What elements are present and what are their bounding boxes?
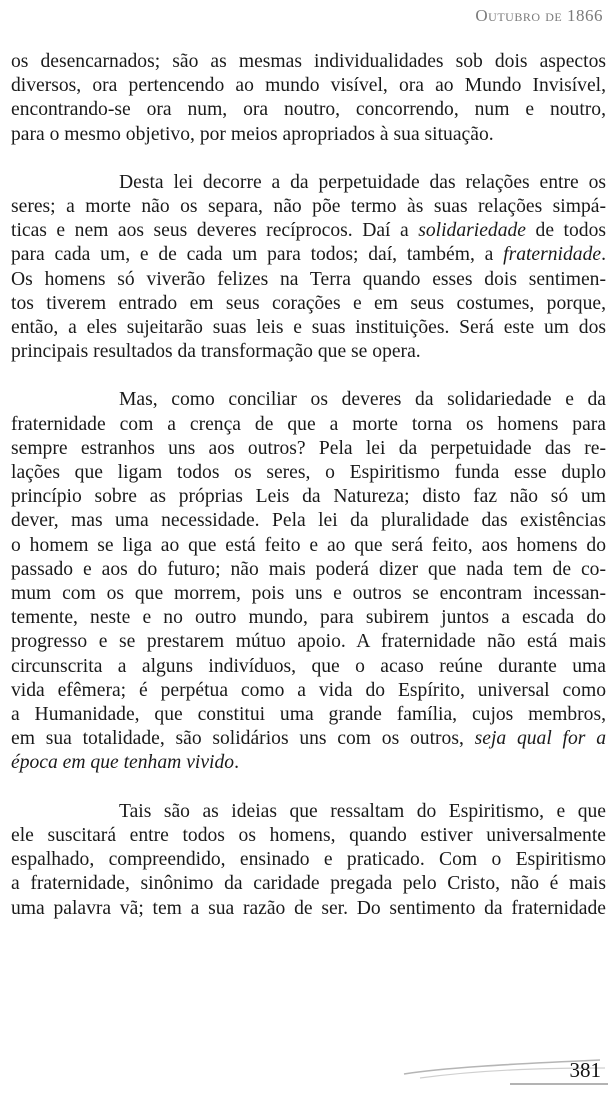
paragraph-3 (11, 388, 606, 775)
text-line: vida efêmera; é perpétua como a vida do Espírito, universal como (11, 679, 606, 701)
text-line: sempre estranhos uns aos outros? Pela lei da perpetuidade das re- (11, 437, 606, 459)
text-line: o homem se liga ao que está feito e ao que será feito, aos homens do (11, 534, 606, 556)
text-line: a fraternidade, sinônimo da caridade pregada pelo Cristo, não é mais (11, 873, 606, 895)
emphasis: seja qual for a (474, 728, 606, 750)
text-run: para cada um, e de cada um para todos; daí, também, a (11, 244, 504, 266)
emphasis: solidariedade (418, 220, 526, 242)
paragraph-2 (11, 171, 606, 365)
text-line: espalhado, compreendido, ensinado e praticado. Com o Espiritismo (11, 849, 606, 871)
text-line: encontrando-se ora num, ora noutro, concorrendo, num e noutro, (11, 99, 606, 121)
text-line: seres; a morte não os separa, não põe termo às suas relações simpá- (11, 196, 606, 218)
text-line: progresso e se prestarem mútuo apoio. A fraternidade não está mais (11, 631, 606, 653)
text-run: em sua totalidade, são solidários uns com os outros, (11, 728, 475, 750)
text-line: mum com os que morrem, pois uns e outros se encontram incessan- (11, 583, 606, 605)
text-line: os desencarnados; são as mesmas individualidades sob dois aspectos (11, 51, 606, 72)
text-line: passado e aos do futuro; não mais poderá dizer que nada tem de co- (11, 558, 606, 580)
text-line: Mas, como conciliar os deveres da solidariedade e da (119, 389, 606, 411)
text-line: dever, mas uma necessidade. Pela lei da pluralidade das existências (11, 510, 606, 532)
text-line: temente, neste e no outro mundo, para subirem juntos a escada do (11, 607, 606, 629)
body-text (11, 50, 606, 921)
text-line: Desta lei decorre a da perpetuidade das relações entre os (119, 171, 606, 193)
text-run: ticas e nem aos seus deveres recíprocos. Daí a (11, 220, 419, 242)
text-line (11, 727, 606, 751)
text-line: uma palavra vã; tem a sua razão de ser. Do sentimento da fraternidade (11, 897, 606, 919)
text-line (11, 243, 606, 267)
text-line: fraternidade com a crença de que a morte torna os homens para (11, 413, 606, 435)
text-line: tos tiverem entrado em seus corações e em seus costumes, porque, (11, 292, 606, 314)
text-line: principais resultados da transformação que se opera. (11, 341, 421, 363)
text-run: . (234, 752, 239, 774)
paragraph-4 (11, 800, 606, 921)
text-line: Os homens só viverão felizes na Terra quando esses dois sentimen- (11, 268, 606, 290)
running-header: Outubro de 1866 (475, 6, 603, 25)
paragraph-1 (11, 50, 606, 147)
emphasis: fraternidade (503, 244, 602, 266)
text-line: para o mesmo objetivo, por meios apropriados à sua situação. (11, 123, 494, 145)
text-line (11, 751, 606, 775)
text-line: então, a eles sujeitarão suas leis e suas instituições. Será este um dos (11, 317, 606, 339)
text-run: de todos (526, 220, 606, 242)
text-line: diversos, ora pertencendo ao mundo visível, ora ao Mundo Invisível, (11, 75, 606, 97)
text-run: . (601, 244, 606, 266)
text-line: circunscrita a alguns indivíduos, que o acaso reúne durante uma (11, 655, 606, 677)
text-line: princípio sobre as próprias Leis da Natureza; disto faz não só um (11, 486, 606, 508)
text-line: a Humanidade, que constitui uma grande família, cujos membros, (11, 704, 606, 726)
text-line: lações que ligam todos os seres, o Espiritismo funda esse duplo (11, 462, 606, 484)
page-number: 381 (569, 1058, 601, 1082)
text-line (11, 219, 606, 243)
emphasis: época em que tenham vivido (11, 752, 235, 774)
text-line: ele suscitará entre todos os homens, quando estiver universalmente (11, 824, 606, 846)
text-line: Tais são as ideias que ressaltam do Espiritismo, e que (119, 800, 606, 822)
